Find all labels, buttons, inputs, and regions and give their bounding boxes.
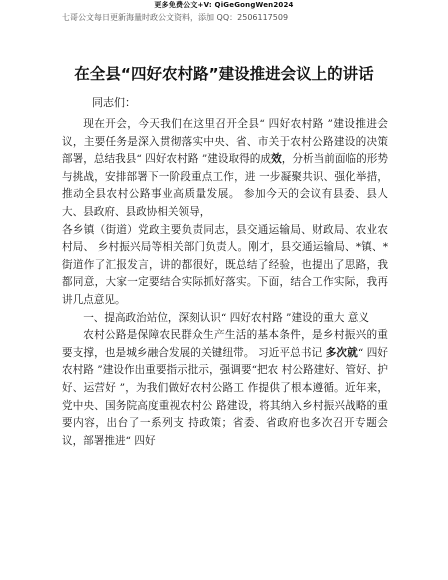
salutation: 同志们： [92, 96, 136, 109]
promo-text: 更多免费公文+V: QiGeGongWen2024 [154, 1, 294, 9]
paragraph-attendees: 各乡镇（街道）党政主要负责同志，县交通运输局、财政局、农业农村局、 乡村振兴局等相关部门负责人。刚才，县交通运输局、*镇、*街道作了汇报发言，讲的都很好，既总结了经验，也提出了思路，我都同意，大家一定要结合实际抓好落实。下面，结合工作实际，我再讲几点意见。 [62, 223, 388, 306]
paragraph-significance-rest: “ 四好农村路 ”建设作出重要指示批示，强调要“把农 村公路建好、管好、护好、运营好 ”，为我们做好农村公路工 作提供了根本遵循。近年来，党中央、国务院高度重视农村公 路建设，将其纳入乡村振兴战略的重要内容，出台了一系列支 持政策；省委、省政府也多次召开专题会议，部署推进“ 四好 [62, 346, 389, 447]
paragraph-significance [62, 327, 388, 450]
paragraph-opening-text: 现在开会，今天我们在这里召开全县“ 四好农村路 ”建设推进会议，主要任务是深入贯彻落实中央、省、市关于农村公路建设的决策部署，总结我县“ 四好农村路 ”建设取得的成 [62, 118, 388, 166]
paragraph-opening-rest: ，分析当前面临的形势与挑战，安排部署下一阶段重点工作，进 一步凝聚共识、强化举措，推动全县农村公路事业高质量发展。 参加今天的会议有县委、县人大、县政府、县政协相关领导， [62, 153, 389, 218]
page-title: 在全县“四好农村路”建设推进会议上的讲话 [74, 65, 374, 83]
document-body [62, 116, 388, 450]
paragraph-significance-text: 农村公路是保障农民群众生产生活的基本条件，是乡村振兴的重要支撑，也是城乡融合发展的关键纽带。 习近平总书记 [62, 329, 388, 359]
paragraph-significance-bold: 多次就 [325, 346, 358, 359]
header-note: 七哥公文每日更新海量时政公文资料，添加 QQ：2506117509 [62, 13, 289, 22]
section-heading-1: 一、提高政治站位，深刻认识“ 四好农村路 ”建设的重大 意义 [83, 311, 369, 324]
promo-banner [0, 0, 448, 10]
paragraph-opening-bold: 效 [271, 153, 282, 166]
paragraph-opening [62, 116, 388, 222]
